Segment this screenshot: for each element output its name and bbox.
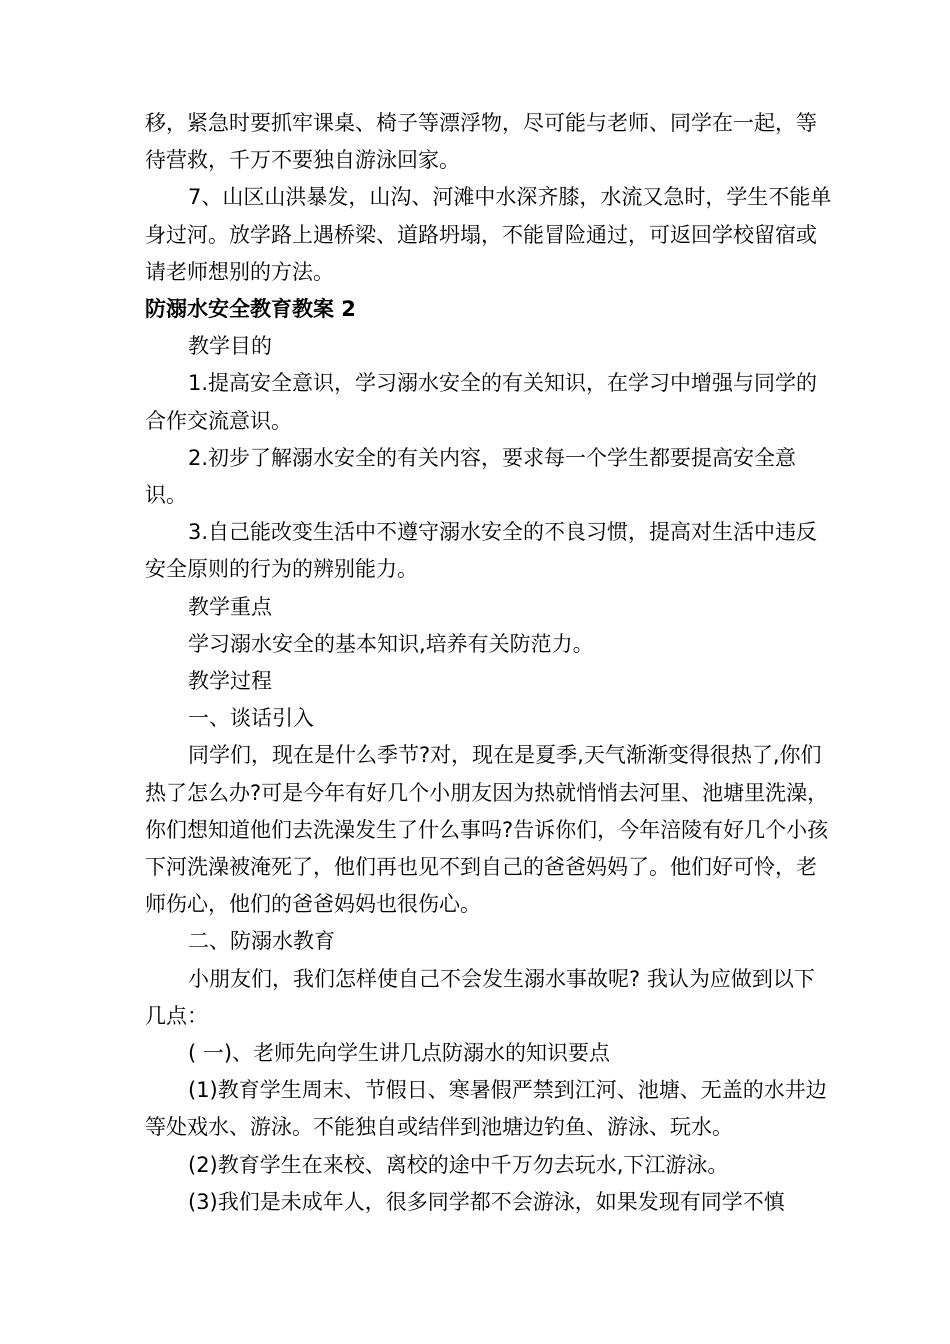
subsection-one: ( 一)、老师先向学生讲几点防溺水的知识要点 — [188, 1041, 611, 1066]
goal-3: 3.自己能改变生活中不遵守溺水安全的不良习惯，提高对生活中违反安全原则的行为的辨别能力。 — [145, 520, 818, 582]
document-body — [145, 105, 835, 1221]
point-1: (1)教育学生周末、节假日、寒暑假严禁到江河、池塘、无盖的水井边等处戏水、游泳。不能独自或结伴到池塘边钓鱼、游泳、玩水。 — [145, 1078, 827, 1140]
point-2: (2)教育学生在来校、离校的途中千万勿去玩水,下江游泳。 — [188, 1152, 729, 1177]
point-3: (3)我们是未成年人，很多同学都不会游泳，如果发现有同学不慎 — [188, 1189, 785, 1214]
paragraph-item-7: 7、山区山洪暴发，山沟、河滩中水深齐膝，水流又急时，学生不能单身过河。放学路上遇桥梁、道路坍塌，不能冒险通过，可返回学校留宿或请老师想别的方法。 — [145, 185, 832, 284]
intro-paragraph: 同学们，现在是什么季节?对，现在是夏季,天气渐渐变得很热了,你们热了怎么办?可是今年有好几个小朋友因为热就悄悄去河里、池塘里洗澡，你们想知道他们去洗澡发生了什么事吗?告诉你们，今年涪陵有好几个小孩下河洗澡被淹死了，他们再也见不到自己的爸爸妈妈了。他们好可怜，老师伤心，他们的爸爸妈妈也很伤心。 — [145, 743, 829, 917]
subheading-process: 教学过程 — [188, 669, 272, 694]
goal-2: 2.初步了解溺水安全的有关内容，要求每一个学生都要提高安全意识。 — [145, 445, 797, 508]
subheading-teaching-goals: 教学目的 — [188, 334, 272, 359]
goal-1: 1.提高安全意识，学习溺水安全的有关知识，在学习中增强与同学的合作交流意识。 — [145, 371, 818, 433]
section-education: 二、防溺水教育 — [188, 929, 335, 954]
paragraph-continued: 移，紧急时要抓牢课桌、椅子等漂浮物，尽可能与老师、同学在一起，等待营救，千万不要独自游泳回家。 — [145, 111, 817, 173]
section-intro: 一、谈话引入 — [188, 706, 314, 731]
section-heading: 防溺水安全教育教案 2 — [145, 297, 356, 322]
subheading-key-points: 教学重点 — [188, 594, 272, 619]
key-points-text: 学习溺水安全的基本知识,培养有关防范力。 — [188, 631, 594, 656]
education-paragraph: 小朋友们，我们怎样使自己不会发生溺水事故呢? 我认为应做到以下几点： — [145, 966, 815, 1028]
